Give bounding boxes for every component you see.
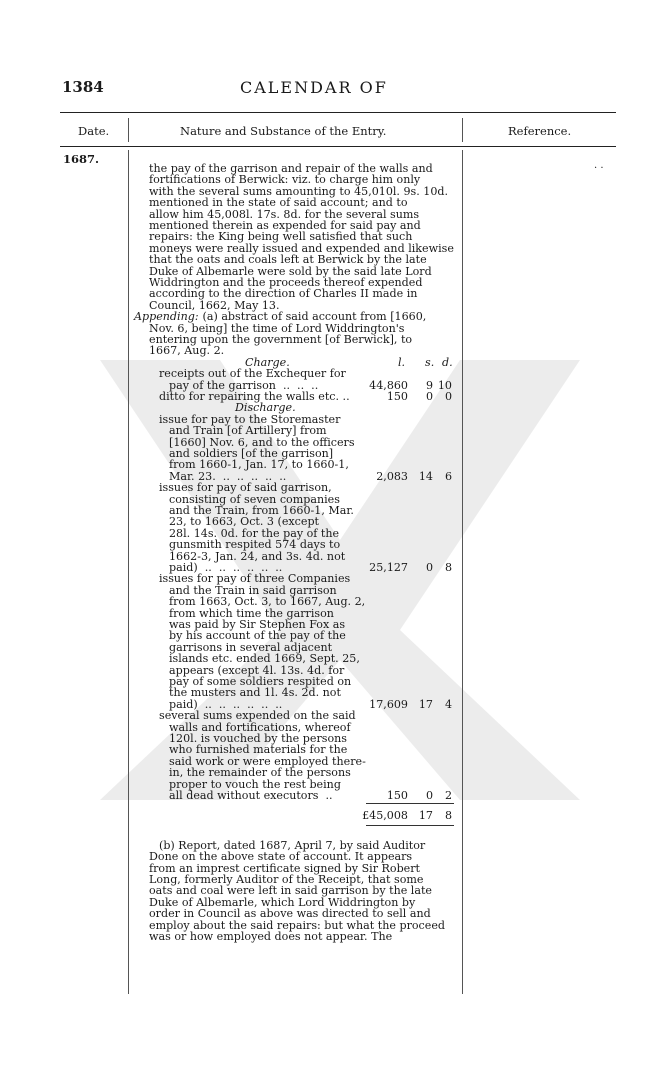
discharge-item-line: 1662-3, Jan. 24, and 3s. 4d. not	[169, 549, 346, 563]
discharge-item-line: and Train [of Artillery] from	[169, 424, 327, 438]
discharge-amount-d: 4	[444, 697, 452, 711]
discharge-item-line: and soldiers [of the garrison]	[169, 447, 334, 460]
col-s-head: s.	[425, 355, 435, 369]
discharge-item-line: all dead without executors ..	[169, 789, 333, 802]
opening-line: moneys were really issued and expended and likewise	[149, 241, 454, 255]
charge-item-line: ditto for repairing the walls etc. ..	[159, 390, 350, 403]
header-top-rule	[60, 112, 616, 113]
col-divider-1	[128, 150, 129, 994]
charge-amount-d: 0	[444, 390, 452, 403]
opening-line: according to the direction of Charles II made in	[149, 287, 418, 301]
discharge-item-line: issues for pay of said garrison,	[159, 481, 332, 495]
discharge-item-line: walls and fortifications, whereof	[169, 720, 351, 734]
charge-amount-s: 9	[425, 378, 433, 392]
opening-line: fortifications of Berwick: viz. to charge him only	[149, 173, 421, 187]
col-d-head: d.	[442, 355, 453, 369]
charge-amount-d: 10	[437, 378, 452, 392]
opening-line: allow him 45,008l. 17s. 8d. for the several sums	[149, 207, 420, 221]
col-divider-1-head	[128, 118, 129, 142]
appending-line: 1667, Aug. 2.	[149, 344, 225, 358]
discharge-heading: Discharge.	[235, 401, 296, 415]
discharge-amount-d: 6	[444, 469, 452, 483]
discharge-item-line: garrisons in several adjacent	[169, 640, 333, 654]
discharge-item-line: several sums expended on the said	[159, 709, 356, 723]
discharge-item-line: from 1663, Oct. 3, to 1667, Aug. 2,	[169, 595, 366, 609]
charge-item-line: pay of the garrison .. .. ..	[169, 378, 319, 392]
discharge-item-line: the musters and 1l. 4s. 2d. not	[169, 686, 341, 700]
discharge-item-line: gunsmith respited 574 days to	[169, 538, 341, 552]
total-d: 8	[444, 809, 452, 823]
total-s: 17	[418, 809, 433, 823]
appending-label: Appending:	[134, 310, 199, 324]
discharge-item-line: issue for pay to the Storemaster	[159, 412, 341, 426]
discharge-item-line: in, the remainder of the persons	[169, 766, 351, 780]
discharge-item-line: said work or were employed there-	[169, 754, 366, 768]
discharge-item-line: islands etc. ended 1669, Sept. 25,	[169, 652, 360, 666]
discharge-item-line: paid) .. .. .. .. .. ..	[169, 561, 283, 574]
charge-amount-l: 150	[386, 390, 408, 403]
discharge-item-line: from which time the garrison	[169, 606, 334, 620]
report-line: (b) Report, dated 1687, April 7, by said Auditor	[159, 838, 426, 852]
col-reference-heading: Reference.	[508, 124, 572, 138]
opening-line: repairs: the King being well satisfied that such	[149, 230, 413, 244]
report-line: oats and coal were left in said garrison by the late	[149, 884, 432, 898]
discharge-amount-s: 0	[425, 789, 433, 802]
discharge-item-line: 120l. is vouched by the persons	[169, 732, 347, 745]
discharge-amount-l: 150	[386, 789, 408, 802]
discharge-item-line: 28l. 14s. 0d. for the pay of the	[169, 526, 340, 540]
appending-line: Nov. 6, being] the time of Lord Widdrington's	[149, 321, 405, 335]
discharge-amount-s: 17	[418, 697, 433, 711]
reference-marks: . .	[594, 160, 604, 171]
entry-year: 1687.	[63, 152, 100, 166]
col-date-heading: Date.	[78, 124, 110, 138]
discharge-item-line: by his account of the pay of the	[169, 629, 346, 643]
total-rule	[366, 803, 454, 804]
discharge-item-line: and the Train in said garrison	[169, 583, 337, 597]
col-divider-2-head	[462, 118, 463, 142]
page-number: 1384	[62, 78, 104, 96]
charge-amount-l: 44,860	[369, 378, 408, 392]
discharge-item-line: paid) .. .. .. .. .. ..	[169, 697, 283, 711]
discharge-item-line: who furnished materials for the	[169, 743, 348, 757]
opening-line: that the oats and coals left at Berwick by the late	[149, 253, 427, 267]
opening-line: mentioned therein as expended for said pay and	[149, 219, 421, 232]
discharge-item-line: [1660] Nov. 6, and to the officers	[169, 435, 355, 449]
report-line: was or how employed does not appear. The	[149, 930, 393, 943]
col-l-head: l.	[398, 355, 406, 369]
discharge-item-line: and the Train, from 1660-1, Mar.	[169, 504, 354, 517]
discharge-amount-s: 14	[418, 469, 433, 483]
discharge-amount-s: 0	[425, 561, 433, 574]
discharge-item-line: Mar. 23. .. .. .. .. ..	[169, 469, 287, 483]
page-title: CALENDAR OF	[240, 78, 388, 97]
col-nature-heading: Nature and Substance of the Entry.	[180, 124, 387, 138]
discharge-item-line: appears (except 4l. 13s. 4d. for	[169, 663, 345, 677]
opening-line: Widdrington and the proceeds thereof expended	[149, 276, 423, 289]
opening-line: the pay of the garrison and repair of the walls and	[149, 162, 433, 175]
report-line: Duke of Albemarle, which Lord Widdrington by	[149, 895, 416, 909]
report-line: Done on the above state of account. It appears	[149, 850, 413, 864]
total-bottom-rule	[366, 825, 454, 826]
appending-line: (a) abstract of said account from [1660,	[199, 310, 427, 324]
discharge-item-line: proper to vouch the rest being	[169, 777, 341, 791]
report-line: order in Council as above was directed to sell and	[149, 907, 431, 921]
report-line: from an imprest certificate signed by Sir Robert	[149, 861, 421, 875]
header-bottom-rule	[60, 146, 616, 147]
charge-item-line: receipts out of the Exchequer for	[159, 367, 346, 381]
total-l: £45,008	[362, 809, 408, 823]
col-divider-2	[462, 150, 463, 994]
discharge-amount-d: 2	[444, 789, 452, 802]
discharge-item-line: pay of some soldiers respited on	[169, 675, 352, 688]
discharge-item-line: 23, to 1663, Oct. 3 (except	[169, 515, 320, 529]
charge-heading: Charge.	[245, 355, 290, 369]
discharge-amount-l: 25,127	[369, 561, 408, 574]
report-line: Long, formerly Auditor of the Receipt, that some	[149, 873, 424, 886]
appending-line: entering upon the government [of Berwick], to	[149, 333, 413, 346]
opening-line: Council, 1662, May 13.	[149, 298, 280, 312]
report-line: employ about the said repairs: but what the proceed	[149, 918, 445, 932]
discharge-amount-l: 17,609	[369, 697, 408, 711]
discharge-item-line: was paid by Sir Stephen Fox as	[169, 618, 346, 631]
opening-line: Duke of Albemarle were sold by the said late Lord	[149, 264, 432, 278]
opening-line: with the several sums amounting to 45,010l. 9s. 10d.	[149, 184, 449, 198]
discharge-item-line: issues for pay of three Companies	[159, 572, 351, 586]
discharge-amount-d: 8	[444, 561, 452, 574]
opening-line: mentioned in the state of said account; and to	[149, 196, 408, 210]
discharge-item-line: consisting of seven companies	[169, 492, 340, 506]
charge-amount-s: 0	[425, 390, 433, 403]
discharge-item-line: from 1660-1, Jan. 17, to 1660-1,	[169, 458, 349, 472]
discharge-amount-l: 2,083	[376, 469, 408, 483]
